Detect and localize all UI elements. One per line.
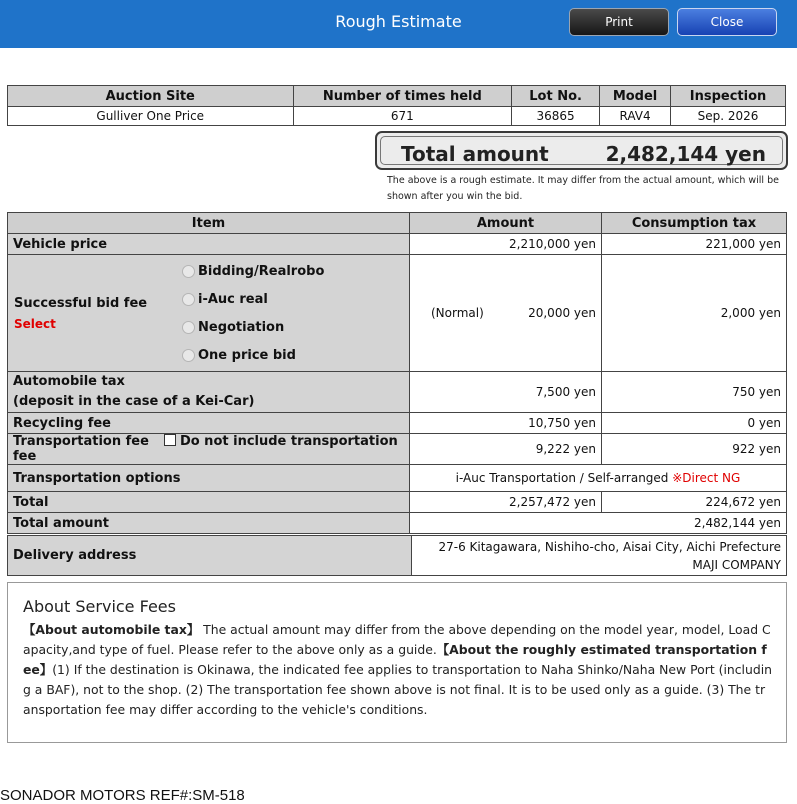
direct-ng-note: ※Direct NG [672,471,741,485]
bid-fee-cell [8,255,410,372]
lot-no-value: 36865 [512,107,600,126]
delivery-address-value: 27-6 Kitagawara, Nishiho-cho, Aisai City, Aichi Prefecture MAJI COMPANY [412,536,787,576]
radio-button[interactable] [182,321,195,334]
option-bidding-realrobo[interactable]: Bidding/Realrobo [182,257,324,285]
bid-fee-tax: 2,000 yen [602,255,787,372]
bid-fee-amount-cell [410,255,602,372]
bid-fee-mode: (Normal) [431,306,484,320]
transport-fee-label: Transportation fee [13,434,149,449]
transport-fee-cell [8,434,410,465]
vehicle-price-amount: 2,210,000 yen [410,234,602,255]
bid-fee-amount: 20,000 yen [528,306,596,320]
recycling-fee-amount: 10,750 yen [410,413,602,434]
exclude-transport-label[interactable]: Do not include transportation fee [13,434,398,464]
times-held-value: 671 [293,107,512,126]
transport-fee-body: (1) If the destination is Okinawa, the indicated fee applies to transportation to Naha Shinko/Naha New Port (including a BAF), not to the shop. (2) The transportation fee shown above is not final. It is to be used only as a guide. (3) The transportation fee may differ according to the vehicle's conditions. [23,662,773,717]
delivery-table [7,535,787,576]
option-one-price-bid[interactable]: One price bid [182,341,324,369]
transport-options-label: Transportation options [8,465,410,492]
grand-total-value: 2,482,144 yen [410,513,787,534]
estimate-table [7,212,787,534]
automobile-tax-amount: 7,500 yen [410,372,602,413]
automobile-tax-title: 【About automobile tax】 [23,622,200,637]
automobile-tax-tax: 750 yen [602,372,787,413]
model-value: RAV4 [600,107,671,126]
service-fees-panel [7,582,787,743]
option-iauc-real[interactable]: i-Auc real [182,285,324,313]
total-amount: 2,257,472 yen [410,492,602,513]
print-button[interactable]: Print [569,8,669,36]
recycling-fee-tax: 0 yen [602,413,787,434]
option-negotiation[interactable]: Negotiation [182,313,324,341]
radio-button[interactable] [182,293,195,306]
footer-reference: SONADOR MOTORS REF#:SM-518 [0,787,245,804]
close-button[interactable]: Close [677,8,777,36]
auction-info-table [7,85,786,126]
total-amount-value: 2,482,144 yen [605,142,766,166]
header-inspection: Inspection [671,86,786,107]
header-lot-no: Lot No. [512,86,600,107]
header-consumption-tax: Consumption tax [602,213,787,234]
page-title: Rough Estimate [335,12,462,31]
vehicle-price-label: Vehicle price [8,234,410,255]
select-prompt: Select [14,316,56,331]
service-fees-text [23,620,772,720]
header-item: Item [8,213,410,234]
total-amount-label: Total amount [401,142,549,166]
total-tax: 224,672 yen [602,492,787,513]
auction-site-value: Gulliver One Price [8,107,294,126]
transport-options-value: i-Auc Transportation / Self-arranged ※Direct NG [410,465,787,492]
radio-button[interactable] [182,265,195,278]
bid-fee-label: Successful bid fee [14,295,148,311]
transport-fee-title: 【About the roughly estimated transportation fee】 [23,642,767,677]
total-amount-box [375,131,788,170]
transport-fee-amount: 9,222 yen [410,434,602,465]
transport-fee-tax: 922 yen [602,434,787,465]
header-model: Model [600,86,671,107]
radio-button[interactable] [182,349,195,362]
estimate-note: The above is a rough estimate. It may differ from the actual amount, which will be shown after you win the bid. [387,175,779,202]
vehicle-price-tax: 221,000 yen [602,234,787,255]
total-label: Total [8,492,410,513]
automobile-tax-label: Automobile tax (deposit in the case of a Kei-Car) [8,372,410,413]
delivery-address-label: Delivery address [8,536,412,576]
exclude-transport-checkbox[interactable] [164,434,176,446]
header-auction-site: Auction Site [8,86,294,107]
automobile-tax-body: The actual amount may differ from the above depending on the model year, model, Load Capacity,and type of fuel. Please refer to the above only as a guide. [23,622,771,657]
recycling-fee-label: Recycling fee [8,413,410,434]
header-amount: Amount [410,213,602,234]
header-bar [0,0,797,48]
header-times-held: Number of times held [293,86,512,107]
inspection-value: Sep. 2026 [671,107,786,126]
service-fees-heading: About Service Fees [23,597,176,616]
grand-total-label: Total amount [8,513,410,534]
bid-fee-options [182,257,324,369]
